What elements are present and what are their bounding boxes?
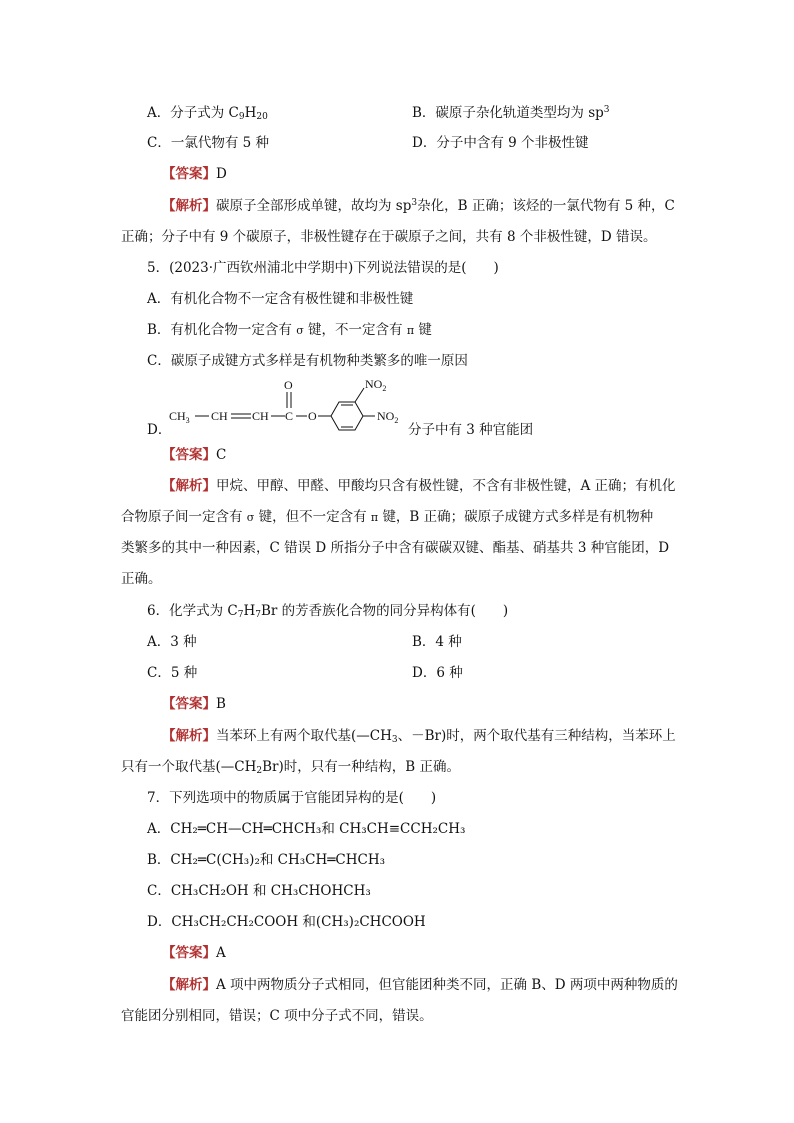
q4-analysis-1b: 杂化，B 正确；该烃的一氯代物有 5 种，C bbox=[417, 198, 675, 214]
q6-answer-label: 【答案】 bbox=[162, 696, 216, 712]
q5-option-b-text3: 键 bbox=[418, 322, 432, 338]
struct-ch: CH bbox=[211, 409, 228, 423]
q6-stem-a: 6．化学式为 C bbox=[147, 603, 238, 619]
struct-o-ester: O bbox=[308, 409, 317, 423]
q4-option-a-sub2: 20 bbox=[256, 112, 268, 122]
q5-analysis-2a: 合物原子间一定含有 bbox=[121, 509, 243, 525]
svg-text:NO2 bbox=[377, 409, 398, 425]
struct-ch3-sub: 3 bbox=[185, 416, 190, 425]
q5-analysis-2b: 键，但不一定含有 bbox=[258, 509, 367, 525]
q6-option-d: D．6 种 bbox=[412, 665, 463, 681]
struct-o-top: O bbox=[284, 378, 293, 392]
q4-analysis-line2: 正确；分子中有 9 个碳原子，非极性键存在于碳原子之间，共有 8 个非极性键，D 错误。 bbox=[121, 229, 657, 245]
q5-analysis-line3: 类繁多的其中一种因素，C 错误 D 所指分子中含有碳碳双键、酯基、硝基共 3 种官能团，D bbox=[121, 540, 670, 556]
q6-analysis-1a: 当苯环上有两个取代基(—CH bbox=[216, 728, 392, 744]
q6-analysis-2a: 只有一个取代基(—CH bbox=[121, 759, 257, 775]
q6-analysis-1sub: 3 bbox=[391, 735, 398, 745]
q6-answer-value: B bbox=[216, 696, 226, 712]
q5-option-d-text: 分子中有 3 种官能团 bbox=[408, 422, 534, 438]
q5-option-b-text1: B．有机化合物一定含有 bbox=[147, 322, 292, 338]
q4-answer-value: D bbox=[216, 166, 227, 182]
struct-c: C bbox=[285, 409, 294, 423]
q4-option-b-text: B．碳原子杂化轨道类型均为 sp bbox=[412, 105, 604, 121]
q7-option-b: B．CH₂═C(CH₃)₂和 CH₃CH═CHCH₃ bbox=[147, 852, 386, 868]
q7-analysis-label: 【解析】 bbox=[162, 977, 216, 993]
svg-text:NO2 bbox=[365, 377, 386, 393]
q7-answer-value: A bbox=[216, 945, 226, 961]
struct-no2-right: NO bbox=[377, 409, 395, 423]
q6-analysis-2sub: 2 bbox=[256, 766, 263, 776]
q7-option-a: A．CH₂═CH—CH═CHCH₃和 CH₃CH≡CCH₂CH₃ bbox=[147, 821, 466, 837]
q5-answer-value: C bbox=[216, 447, 227, 463]
q5-analysis-label: 【解析】 bbox=[162, 478, 216, 494]
q4-option-d: D．分子中含有 9 个非极性键 bbox=[412, 135, 589, 151]
q5-answer bbox=[162, 445, 226, 465]
q5-analysis-2c: 键，B 正确；碳原子成键方式多样是有机物种 bbox=[382, 509, 654, 525]
q7-analysis-line1 bbox=[162, 975, 678, 995]
sigma-symbol: σ bbox=[246, 511, 255, 524]
q6-stem-sub1: 7 bbox=[237, 610, 244, 620]
q5-option-c: C．碳原子成键方式多样是有机物种类繁多的唯一原因 bbox=[147, 353, 468, 369]
q4-analysis-label: 【解析】 bbox=[162, 198, 216, 214]
q5-answer-label: 【答案】 bbox=[162, 447, 216, 463]
q7-analysis-line2: 官能团分别相同，错误；C 项中分子式不同，错误。 bbox=[121, 1008, 433, 1024]
q6-analysis-2b: Br)时，只有一种结构，B 正确。 bbox=[262, 759, 460, 775]
q5-analysis-line2 bbox=[121, 507, 653, 528]
q4-option-a-sub1: 9 bbox=[238, 112, 245, 122]
q5-option-b-text2: 键，不一定含有 bbox=[308, 322, 403, 338]
q6-analysis-line1 bbox=[162, 726, 676, 746]
struct-no2-right-sub: 2 bbox=[394, 416, 399, 425]
q5-analysis-line1 bbox=[162, 476, 676, 496]
q5-analysis-1: 甲烷、甲醇、甲醛、甲酸均只含有极性键，不含有非极性键，A 正确；有机化 bbox=[216, 478, 676, 494]
struct-no2-top-sub: 2 bbox=[382, 384, 387, 393]
struct-ch3: CH bbox=[169, 409, 186, 423]
q6-option-a: A．3 种 bbox=[147, 634, 197, 650]
q4-analysis-1a: 碳原子全部形成单键，故均为 sp bbox=[216, 198, 412, 214]
q6-analysis-1b: 、－Br)时，两个取代基有三种结构，当苯环上 bbox=[397, 728, 676, 744]
q5-stem: 5．(2023·广西钦州浦北中学期中)下列说法错误的是( ) bbox=[147, 260, 499, 276]
q6-option-c: C．5 种 bbox=[147, 665, 198, 681]
q7-option-c: C．CH₃CH₂OH 和 CH₃CHOHCH₃ bbox=[147, 883, 371, 899]
q6-answer bbox=[162, 694, 226, 714]
sigma-symbol: σ bbox=[296, 324, 304, 337]
q6-analysis-label: 【解析】 bbox=[162, 728, 216, 744]
q7-answer-label: 【答案】 bbox=[162, 945, 216, 961]
q4-option-a bbox=[147, 103, 268, 123]
q6-stem bbox=[147, 601, 508, 621]
q4-option-a-text: A．分子式为 C bbox=[147, 105, 239, 121]
q5-option-a: A．有机化合物不一定含有极性键和非极性键 bbox=[147, 291, 414, 307]
pi-symbol: π bbox=[406, 324, 415, 337]
q4-option-b-sup: 3 bbox=[603, 105, 610, 115]
q4-answer-label: 【答案】 bbox=[162, 166, 216, 182]
q4-answer bbox=[162, 164, 227, 184]
q7-analysis-1: A 项中两物质分子式相同，但官能团种类不同，正确 B、D 两项中两种物质的 bbox=[216, 977, 678, 993]
svg-text:CH3 bbox=[169, 409, 190, 425]
q5-option-b bbox=[147, 320, 432, 341]
q4-option-b bbox=[412, 103, 610, 123]
q4-analysis-line1 bbox=[162, 196, 675, 216]
q6-stem-sub2: 7 bbox=[255, 610, 261, 620]
q4-analysis-1sup: 3 bbox=[411, 198, 418, 208]
q6-option-b: B．4 种 bbox=[412, 634, 462, 650]
struct-no2-top: NO bbox=[365, 377, 383, 391]
q5-option-d-label: D． bbox=[147, 422, 172, 438]
structural-formula bbox=[165, 374, 410, 440]
q6-analysis-line2 bbox=[121, 757, 460, 777]
q6-stem-h: H bbox=[243, 603, 256, 619]
q4-option-c: C．一氯代物有 5 种 bbox=[147, 135, 270, 151]
q6-stem-b: Br 的芳香族化合物的同分异构体有( ) bbox=[260, 603, 509, 619]
q5-analysis-line4: 正确。 bbox=[121, 571, 162, 587]
q4-option-a-h: H bbox=[244, 105, 257, 121]
pi-symbol: π bbox=[370, 511, 379, 524]
q7-option-d: D．CH₃CH₂CH₂COOH 和(CH₃)₂CHCOOH bbox=[147, 914, 426, 930]
q7-answer bbox=[162, 943, 226, 963]
q7-stem: 7．下列选项中的物质属于官能团异构的是( ) bbox=[147, 790, 437, 806]
struct-ch2: CH bbox=[252, 409, 269, 423]
